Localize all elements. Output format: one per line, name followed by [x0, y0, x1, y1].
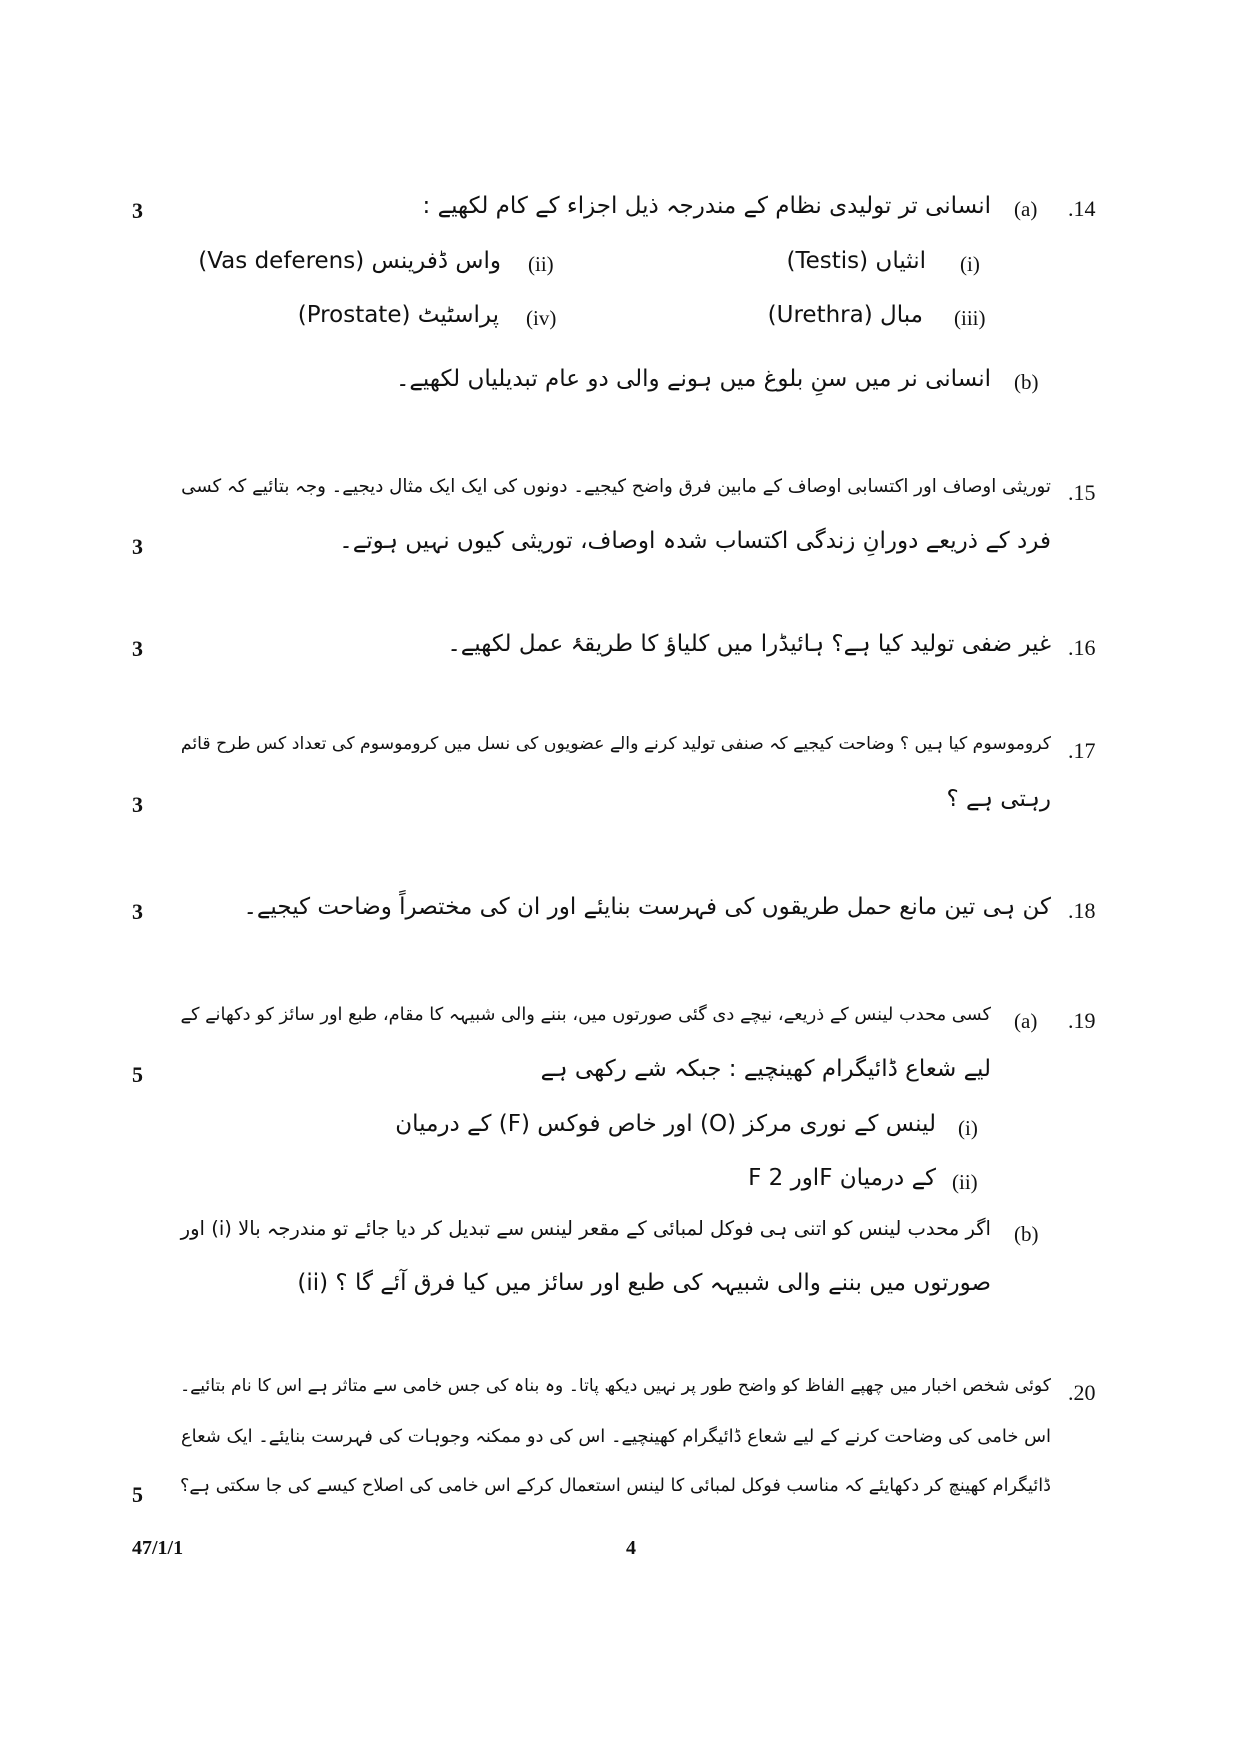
- question-text: اگر محدب لینس کو اتنی ہی فوکل لمبائی کے مقعر لینس سے تبدیل کر دیا جائے تو مندرجہ بالا (i) اور: [180, 1217, 991, 1240]
- question-text: توریثی اوصاف اور اکتسابی اوصاف کے مابین فرق واضح کیجیے۔ دونوں کی ایک ایک مثال دیجیے۔ وجہ بتائیے کہ کسی: [181, 476, 1051, 497]
- item-text: لینس کے نوری مرکز (O) اور خاص فوکس (F) کے درمیان: [395, 1111, 936, 1137]
- question-number: .18: [1068, 898, 1096, 923]
- question-text: کن ہی تین مانع حمل طریقوں کی فہرست بنایئے اور ان کی مختصراً وضاحت کیجیے۔: [243, 894, 1051, 920]
- question-text: ڈائیگرام کھینچ کر دکھایئے کہ مناسب فوکل لمبائی کا لینس استعمال کرکے اس خامی کی اصلاح کیسے کی جا سکتی ہے؟: [180, 1476, 1051, 1496]
- item-text: مبال (Urethra): [767, 302, 923, 328]
- item-label: (ii): [528, 252, 554, 276]
- question-number: .16: [1068, 635, 1096, 660]
- item-label: (i): [958, 1116, 978, 1140]
- part-label: (b): [1014, 1222, 1039, 1246]
- question-number: .20: [1068, 1380, 1096, 1405]
- question-text: (ii) صورتوں میں بننے والی شبیہہ کی طبع اور سائز میں کیا فرق آئے گا ؟: [297, 1270, 991, 1296]
- item-text: پراسٹیٹ (Prostate): [297, 302, 499, 328]
- marks: 5: [132, 1482, 143, 1507]
- page-number: 4: [626, 1537, 636, 1559]
- question-text: کروموسوم کیا ہیں ؟ وضاحت کیجیے کہ صنفی تولید کرنے والے عضویوں کی نسل میں کروموسوم کی تعداد کس طرح قائم: [180, 734, 1051, 754]
- part-label: (b): [1014, 370, 1039, 394]
- question-text: لیے شعاع ڈائیگرام کھینچیے : جبکہ شے رکھی ہے: [540, 1056, 991, 1082]
- question-text: فرد کے ذریعے دورانِ زندگی اکتساب شدہ اوصاف، توریثی کیوں نہیں ہوتے۔: [339, 528, 1051, 554]
- question-text: کوئی شخص اخبار میں چھپے الفاظ کو واضح طور پر نہیں دیکھ پاتا۔ وہ بناہ کی جس خامی سے متاثر ہے اس کا نام بتائیے۔: [180, 1376, 1051, 1396]
- marks: 3: [132, 899, 143, 924]
- marks: 3: [132, 198, 143, 223]
- question-text: انسانی تر تولیدی نظام کے مندرجہ ذیل اجزاء کے کام لکھیے :: [422, 193, 991, 219]
- question-text: انسانی نر میں سنِ بلوغ میں ہونے والی دو عام تبدیلیاں لکھیے۔: [395, 366, 991, 392]
- item-label: (i): [960, 252, 980, 276]
- item-label: (iv): [526, 306, 557, 330]
- part-label: (a): [1014, 1009, 1038, 1033]
- marks: 3: [132, 636, 143, 661]
- item-text: انثیاں (Testis): [786, 248, 926, 274]
- question-text: اس خامی کی وضاحت کرنے کے لیے شعاع ڈائیگرام کھینچیے۔ اس کی دو ممکنہ وجوہات کی فہرست بنایئے۔ ایک شعاع: [180, 1426, 1051, 1447]
- question-text: غیر ضفی تولید کیا ہے؟ ہائیڈرا میں کلیاؤ کا طریقۂ عمل لکھیے۔: [447, 631, 1051, 657]
- item-label: (iii): [954, 306, 986, 330]
- marks: 3: [132, 534, 143, 559]
- question-text: کسی محدب لینس کے ذریعے، نیچے دی گئی صورتوں میں، بننے والی شبیہہ کا مقام، طبع اور سائز کو دکھانے کے: [180, 1004, 991, 1025]
- question-number: .15: [1068, 480, 1096, 505]
- question-number: .17: [1068, 738, 1096, 763]
- item-label: (ii): [952, 1170, 978, 1194]
- question-number: .19: [1068, 1008, 1096, 1033]
- question-text: رہتی ہے ؟: [946, 786, 1051, 812]
- question-number: .14: [1068, 196, 1096, 221]
- part-label: (a): [1014, 197, 1038, 221]
- item-text: واس ڈفرینس (Vas deferens): [198, 248, 501, 274]
- paper-code: 47/1/1: [132, 1537, 184, 1559]
- item-text: F اور 2F کے درمیان: [748, 1165, 936, 1191]
- marks: 3: [132, 792, 143, 817]
- marks: 5: [132, 1062, 143, 1087]
